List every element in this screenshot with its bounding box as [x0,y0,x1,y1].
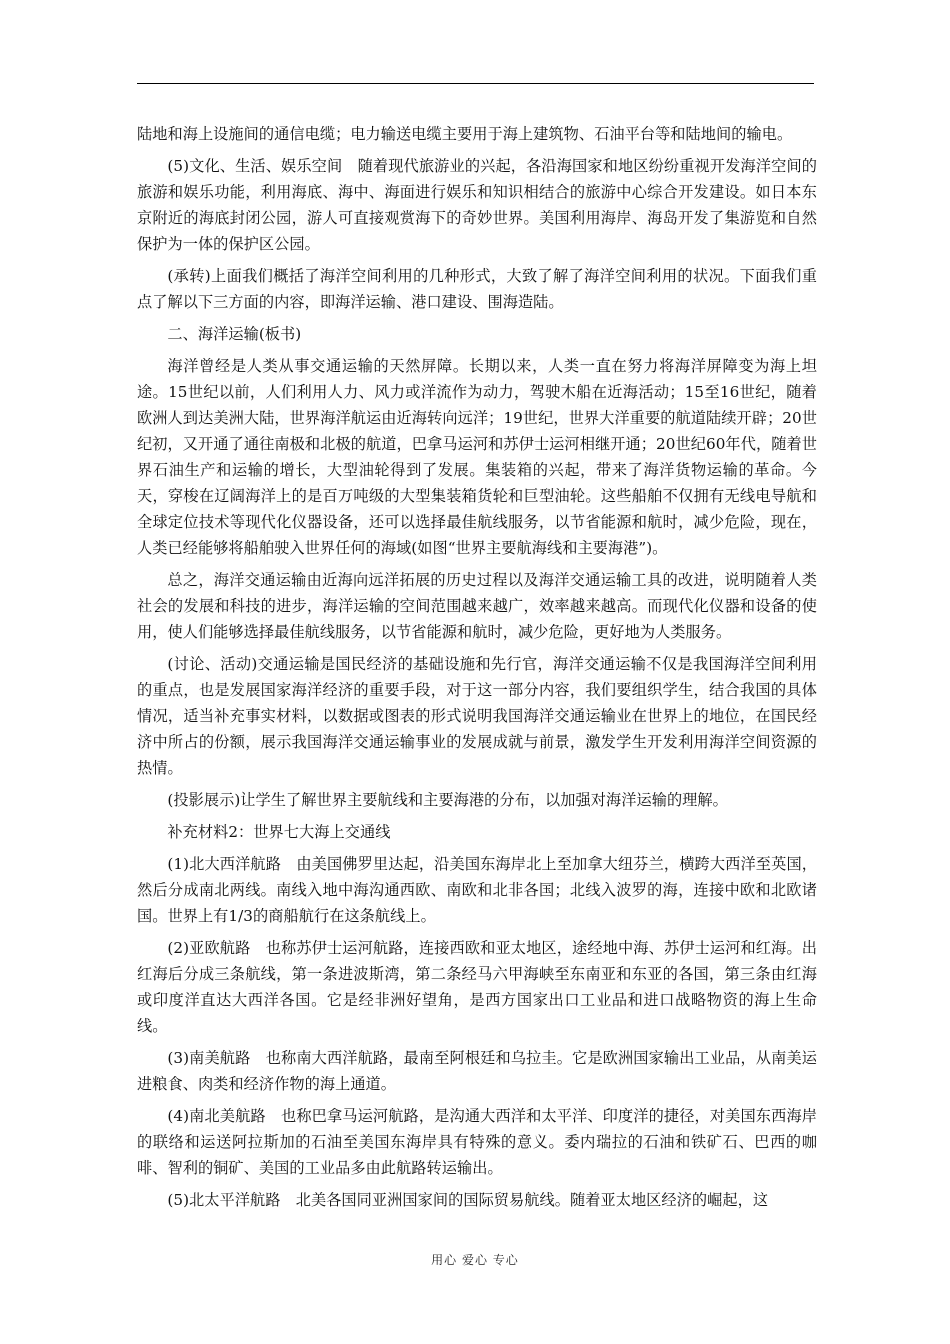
route-asia-europe: (2)亚欧航路 也称苏伊士运河航路，连接西欧和亚太地区，途经地中海、苏伊士运河和红海。出红海后分成三条航线，第一条进波斯湾，第二条经马六甲海峡至东南亚和东亚的各国，第三条由红海或印度洋直达大西洋各国。它是经非洲好望角，是西方国家出口工业品和进口战略物资的海上生命线。 [137,939,817,1035]
route-north-south-america: (4)南北美航路 也称巴拿马运河航路，是沟通大西洋和太平洋、印度洋的捷径，对美国东西海岸的联络和运送阿拉斯加的石油至美国东海岸具有特殊的意义。委内瑞拉的石油和铁矿石、巴西的咖啡、智利的铜矿、美国的工业品多由此航路转运输出。 [137,1107,817,1177]
paragraph-projection: (投影展示)让学生了解世界主要航线和主要海港的分布，以加强对海洋运输的理解。 [167,791,728,809]
document-body [137,121,817,1219]
paragraph-summary: 总之，海洋交通运输由近海向远洋拓展的历史过程以及海洋交通运输工具的改进，说明随着人类社会的发展和科技的进步，海洋运输的空间范围越来越广，效率越来越高。而现代化仪器和设备的使用，使人们能够选择最佳航线服务，以节省能源和航时，减少危险，更好地为人类服务。 [137,571,817,641]
paragraph-discussion-activity: (讨论、活动)交通运输是国民经济的基础设施和先行官，海洋交通运输不仅是我国海洋空间利用的重点，也是发展国家海洋经济的重要手段，对于这一部分内容，我们要组织学生，结合我国的具体情况，适当补充事实材料，以数据或图表的形式说明我国海洋交通运输业在世界上的地位，在国民经济中所占的份额，展示我国海洋交通运输事业的发展成就与前景，激发学生开发利用海洋空间资源的热情。 [137,655,817,777]
route-north-pacific: (5)北太平洋航路 北美各国同亚洲国家间的国际贸易航线。随着亚太地区经济的崛起，这 [167,1191,769,1209]
paragraph-culture-leisure-space: (5)文化、生活、娱乐空间 随着现代旅游业的兴起，各沿海国家和地区纷纷重视开发海洋空间的旅游和娱乐功能，利用海底、海中、海面进行娱乐和知识相结合的旅游中心综合开发建设。如日本东京附近的海底封闭公园，游人可直接观赏海下的奇妙世界。美国利用海岸、海岛开发了集游览和自然保护为一体的保护区公园。 [137,157,817,253]
route-south-america: (3)南美航路 也称南大西洋航路，最南至阿根廷和乌拉圭。它是欧洲国家输出工业品，从南美运进粮食、肉类和经济作物的海上通道。 [137,1049,817,1093]
header-rule [137,83,814,84]
paragraph-transport-history: 海洋曾经是人类从事交通运输的天然屏障。长期以来，人类一直在努力将海洋屏障变为海上坦途。15世纪以前，人们利用人力、风力或洋流作为动力，驾驶木船在近海活动；15至16世纪，随着欧洲人到达美洲大陆，世界海洋航运由近海转向远洋；19世纪，世界大洋重要的航道陆续开辟；20世纪初，又开通了通往南极和北极的航道，巴拿马运河和苏伊士运河相继开通；20世纪60年代，随着世界石油生产和运输的增长，大型油轮得到了发展。集装箱的兴起，带来了海洋货物运输的革命。今天，穿梭在辽阔海洋上的是百万吨级的大型集装箱货轮和巨型油轮。这些船舶不仅拥有无线电导航和全球定位技术等现代化仪器设备，还可以选择最佳航线服务，以节省能源和航时，减少危险，现在，人类已经能够将船舶驶入世界任何的海域(如图“世界主要航海线和主要海港”)。 [137,357,817,557]
supplement-heading: 补充材料2：世界七大海上交通线 [167,823,391,841]
section-heading-ocean-transport: 二、海洋运输(板书) [167,325,302,343]
route-north-atlantic: (1)北大西洋航路 由美国佛罗里达起，沿美国东海岸北上至加拿大纽芬兰，横跨大西洋至英国，然后分成南北两线。南线入地中海沟通西欧、南欧和北非各国；北线入波罗的海，连接中欧和北欧诸国。世界上有1/3的商船航行在这条航线上。 [137,855,817,925]
page-footer: 用心 爱心 专心 [431,1253,519,1267]
paragraph-cable-continuation: 陆地和海上设施间的通信电缆；电力输送电缆主要用于海上建筑物、石油平台等和陆地间的输电。 [137,125,793,143]
paragraph-transition: (承转)上面我们概括了海洋空间利用的几种形式，大致了解了海洋空间利用的状况。下面我们重点了解以下三方面的内容，即海洋运输、港口建设、围海造陆。 [137,267,817,311]
